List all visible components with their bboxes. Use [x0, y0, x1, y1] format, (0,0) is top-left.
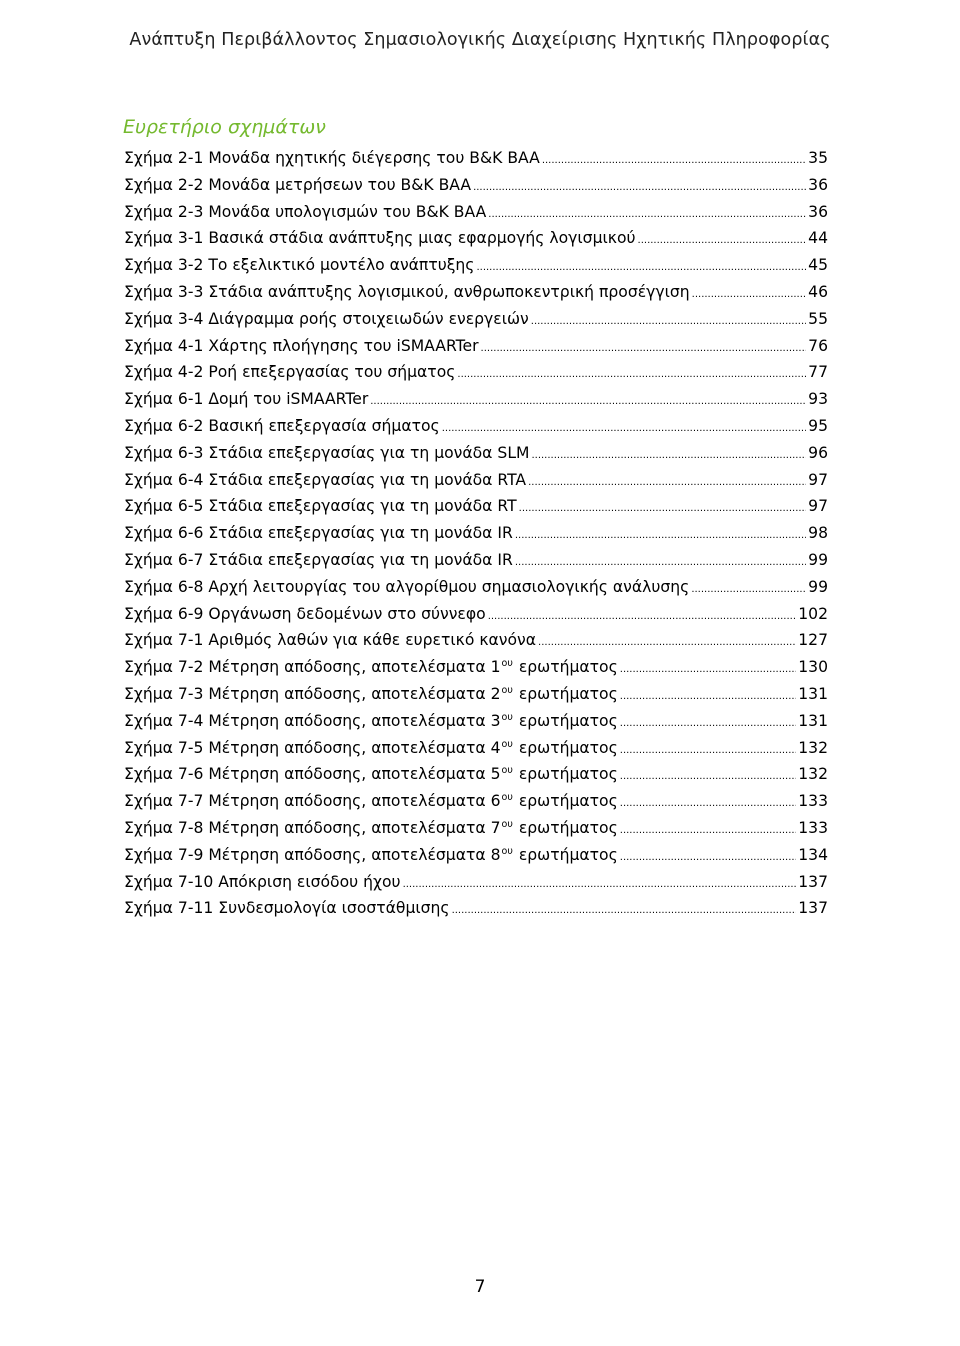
toc-entry[interactable]	[124, 601, 828, 628]
toc-entry-page: 36	[808, 175, 828, 194]
toc-entry-text: Σχήμα 6-6 Στάδια επεξεργασίας για τη μονάδα IR	[124, 524, 513, 543]
dot-leader	[691, 577, 806, 604]
toc-entry-label	[124, 601, 486, 628]
toc-entry-page: 96	[808, 443, 828, 462]
toc-entry-label	[124, 467, 526, 494]
toc-entry[interactable]	[124, 440, 828, 467]
toc-entry-label	[124, 574, 689, 601]
toc-entry-ordinal-suffix: ου	[501, 711, 513, 723]
toc-entry-label	[124, 386, 368, 413]
dot-leader	[638, 228, 807, 255]
toc-entry-label	[124, 413, 440, 440]
toc-entry-page: 102	[798, 604, 828, 623]
dot-leader	[531, 309, 806, 336]
toc-entry-page: 131	[798, 711, 828, 730]
dot-leader	[542, 148, 806, 175]
dot-leader	[528, 470, 806, 497]
toc-entry[interactable]	[124, 869, 828, 896]
toc-entry-page: 133	[798, 818, 828, 837]
dot-leader	[620, 657, 796, 684]
toc-entry-page: 97	[808, 497, 828, 516]
dot-leader	[452, 898, 797, 925]
toc-entry-page: 76	[808, 336, 828, 355]
toc-entry-text: Σχήμα 6-5 Στάδια επεξεργασίας για τη μονάδα RT	[124, 497, 517, 516]
toc-entry-label	[124, 869, 401, 896]
toc-entry-page: 35	[808, 149, 828, 167]
toc-entry-page: 55	[808, 309, 828, 328]
toc-entry-page: 77	[808, 363, 828, 382]
toc-entry-text: Σχήμα 6-1 Δομή του iSMAARTer	[124, 390, 369, 409]
dot-leader	[488, 202, 806, 229]
toc-entry-label	[124, 225, 636, 252]
toc-entry-text: Σχήμα 3-2 Το εξελικτικό μοντέλο ανάπτυξης	[124, 256, 475, 275]
toc-entry-ordinal-suffix: ου	[501, 765, 513, 777]
toc-entry-text: Σχήμα 7-5 Μέτρηση απόδοσης, αποτελέσματα 4	[124, 738, 501, 757]
toc-entry-page: 44	[808, 229, 828, 248]
toc-entry-ordinal-suffix: ου	[501, 845, 513, 857]
toc-entry-text: Σχήμα 6-8 Αρχή λειτουργίας του αλγορίθμου σημασιολογικής ανάλυσης	[124, 577, 690, 596]
toc-entry-text: Σχήμα 4-2 Ροή επεξεργασίας του σήματος	[124, 363, 456, 382]
toc-entry-text-tail: ερωτήματος	[513, 658, 618, 677]
dot-leader	[515, 523, 806, 550]
dot-leader	[620, 764, 796, 791]
toc-entry-text: Σχήμα 7-4 Μέτρηση απόδοσης, αποτελέσματα 3	[124, 711, 501, 730]
dot-leader	[442, 416, 806, 443]
toc-entry-text: Σχήμα 3-4 Διάγραμμα ροής στοιχειωδών ενεργειών	[124, 309, 529, 328]
toc-entry-label	[124, 359, 455, 386]
toc-entry[interactable]	[124, 493, 828, 520]
toc-entry-label	[124, 306, 529, 333]
figure-index-list	[124, 145, 828, 922]
toc-entry-label	[124, 145, 540, 172]
toc-entry-label	[124, 547, 513, 574]
toc-entry-text: Σχήμα 3-3 Στάδια ανάπτυξης λογισμικού, ανθρωποκεντρική προσέγγιση	[124, 282, 690, 301]
dot-leader	[620, 738, 796, 765]
toc-entry-page: 99	[808, 577, 828, 596]
toc-entry-page: 127	[798, 631, 828, 650]
toc-entry[interactable]	[124, 708, 828, 735]
toc-entry[interactable]	[124, 520, 828, 547]
toc-entry-label	[124, 493, 517, 520]
toc-entry-label	[124, 788, 618, 815]
dot-leader	[620, 818, 796, 845]
toc-entry[interactable]	[124, 279, 828, 306]
toc-entry-text-tail: ερωτήματος	[513, 684, 618, 703]
toc-entry-ordinal-suffix: ου	[501, 818, 513, 830]
dot-leader	[481, 336, 807, 363]
toc-entry[interactable]	[124, 788, 828, 815]
toc-entry[interactable]	[124, 333, 828, 360]
toc-entry-text: Σχήμα 7-2 Μέτρηση απόδοσης, αποτελέσματα 1	[124, 658, 501, 677]
toc-entry[interactable]	[124, 654, 828, 681]
toc-entry-label	[124, 761, 618, 788]
toc-entry-text: Σχήμα 7-8 Μέτρηση απόδοσης, αποτελέσματα 7	[124, 818, 501, 837]
dot-leader	[473, 175, 806, 202]
toc-entry-label	[124, 440, 529, 467]
dot-leader	[620, 684, 796, 711]
dot-leader	[403, 872, 797, 899]
toc-entry-ordinal-suffix: ου	[501, 684, 513, 696]
dot-leader	[620, 791, 796, 818]
toc-entry-page: 97	[808, 470, 828, 489]
toc-entry-page: 130	[798, 658, 828, 677]
toc-entry-page: 98	[808, 524, 828, 543]
toc-entry-page: 93	[808, 390, 828, 409]
running-header: Ανάπτυξη Περιβάλλοντος Σημασιολογικής Διαχείρισης Ηχητικής Πληροφορίας	[129, 30, 831, 50]
toc-entry-label	[124, 279, 690, 306]
toc-entry-label	[124, 708, 618, 735]
toc-entry-text: Σχήμα 7-10 Απόκριση εισόδου ήχου	[124, 872, 401, 891]
dot-leader	[538, 630, 796, 657]
toc-entry-text: Σχήμα 2-3 Μονάδα υπολογισμών του B&K BAA	[124, 202, 487, 221]
toc-entry-page: 99	[808, 550, 828, 569]
toc-entry-label	[124, 172, 471, 199]
toc-entry-label	[124, 842, 618, 869]
dot-leader	[531, 443, 806, 470]
dot-leader	[476, 255, 806, 282]
toc-entry-text: Σχήμα 7-6 Μέτρηση απόδοσης, αποτελέσματα 5	[124, 765, 501, 784]
page-number: 7	[474, 1277, 486, 1297]
dot-leader	[370, 389, 806, 416]
toc-entry-text-tail: ερωτήματος	[513, 765, 618, 784]
toc-entry[interactable]	[124, 199, 828, 226]
toc-entry[interactable]	[124, 547, 828, 574]
toc-entry-label	[124, 815, 618, 842]
toc-entry-label	[124, 199, 486, 226]
toc-entry[interactable]	[124, 172, 828, 199]
toc-entry-text-tail: ερωτήματος	[513, 711, 618, 730]
toc-entry-text: Σχήμα 6-9 Οργάνωση δεδομένων στο σύννεφο	[124, 604, 486, 623]
toc-entry-page: 131	[798, 684, 828, 703]
toc-entry[interactable]	[124, 467, 828, 494]
toc-entry-label	[124, 654, 618, 681]
toc-entry[interactable]	[124, 413, 828, 440]
dot-leader	[692, 282, 807, 309]
toc-entry-label	[124, 895, 450, 922]
toc-entry-page: 36	[808, 202, 828, 221]
toc-entry[interactable]	[124, 842, 828, 869]
dot-leader	[515, 550, 806, 577]
toc-entry[interactable]	[124, 252, 828, 279]
toc-entry-text: Σχήμα 7-9 Μέτρηση απόδοσης, αποτελέσματα 8	[124, 845, 501, 864]
toc-entry-text: Σχήμα 6-2 Βασική επεξεργασία σήματος	[124, 416, 440, 435]
toc-entry-ordinal-suffix: ου	[501, 792, 513, 804]
dot-leader	[519, 496, 807, 523]
toc-entry-page: 45	[808, 256, 828, 275]
toc-entry-label	[124, 333, 479, 360]
toc-entry-text: Σχήμα 7-11 Συνδεσμολογία ισοστάθμισης	[124, 899, 450, 918]
toc-entry-text-tail: ερωτήματος	[513, 792, 618, 811]
toc-entry[interactable]	[124, 815, 828, 842]
toc-entry-text: Σχήμα 2-1 Μονάδα ηχητικής διέγερσης του B&K BAA	[124, 149, 540, 167]
toc-entry-text: Σχήμα 2-2 Μονάδα μετρήσεων του B&K BAA	[124, 175, 472, 194]
toc-entry[interactable]	[124, 225, 828, 252]
toc-entry[interactable]	[124, 574, 828, 601]
toc-entry-text: Σχήμα 3-1 Βασικά στάδια ανάπτυξης μιας εφαρμογής λογισμικού	[124, 229, 636, 248]
toc-entry-ordinal-suffix: ου	[501, 658, 513, 670]
toc-entry-label	[124, 681, 618, 708]
toc-entry[interactable]	[124, 145, 828, 172]
toc-entry-page: 95	[808, 416, 828, 435]
toc-entry-page: 132	[798, 738, 828, 757]
toc-entry-text-tail: ερωτήματος	[513, 845, 618, 864]
toc-entry[interactable]	[124, 386, 828, 413]
toc-entry-text: Σχήμα 7-7 Μέτρηση απόδοσης, αποτελέσματα 6	[124, 792, 501, 811]
toc-title: Ευρετήριο σχημάτων	[123, 116, 326, 138]
toc-entry-text: Σχήμα 6-4 Στάδια επεξεργασίας για τη μονάδα RTA	[124, 470, 527, 489]
toc-entry-text: Σχήμα 6-7 Στάδια επεξεργασίας για τη μονάδα IR	[124, 550, 513, 569]
dot-leader	[620, 711, 796, 738]
toc-entry-text: Σχήμα 7-3 Μέτρηση απόδοσης, αποτελέσματα 2	[124, 684, 501, 703]
toc-entry[interactable]	[124, 895, 828, 922]
toc-entry-text: Σχήμα 4-1 Χάρτης πλοήγησης του iSMAARTer	[124, 336, 479, 355]
dot-leader	[620, 845, 796, 872]
toc-entry-label	[124, 520, 513, 547]
toc-entry-text: Σχήμα 6-3 Στάδια επεξεργασίας για τη μονάδα SLM	[124, 443, 530, 462]
toc-entry-page: 134	[798, 845, 828, 864]
toc-entry-page: 137	[798, 872, 828, 891]
dot-leader	[488, 604, 797, 631]
toc-entry[interactable]	[124, 761, 828, 788]
toc-entry-page: 137	[798, 899, 828, 918]
toc-entry-page: 132	[798, 765, 828, 784]
toc-entry-ordinal-suffix: ου	[501, 738, 513, 750]
toc-entry[interactable]	[124, 306, 828, 333]
toc-entry[interactable]	[124, 735, 828, 762]
dot-leader	[457, 362, 806, 389]
toc-entry-text: Σχήμα 7-1 Αριθμός λαθών για κάθε ευρετικό κανόνα	[124, 631, 537, 650]
toc-entry-text-tail: ερωτήματος	[513, 738, 618, 757]
toc-entry-page: 46	[808, 282, 828, 301]
toc-entry[interactable]	[124, 681, 828, 708]
toc-entry-text-tail: ερωτήματος	[513, 818, 618, 837]
toc-entry[interactable]	[124, 359, 828, 386]
toc-entry-label	[124, 252, 474, 279]
toc-entry-page: 133	[798, 792, 828, 811]
toc-entry-label	[124, 627, 536, 654]
toc-entry[interactable]	[124, 627, 828, 654]
toc-entry-label	[124, 735, 618, 762]
